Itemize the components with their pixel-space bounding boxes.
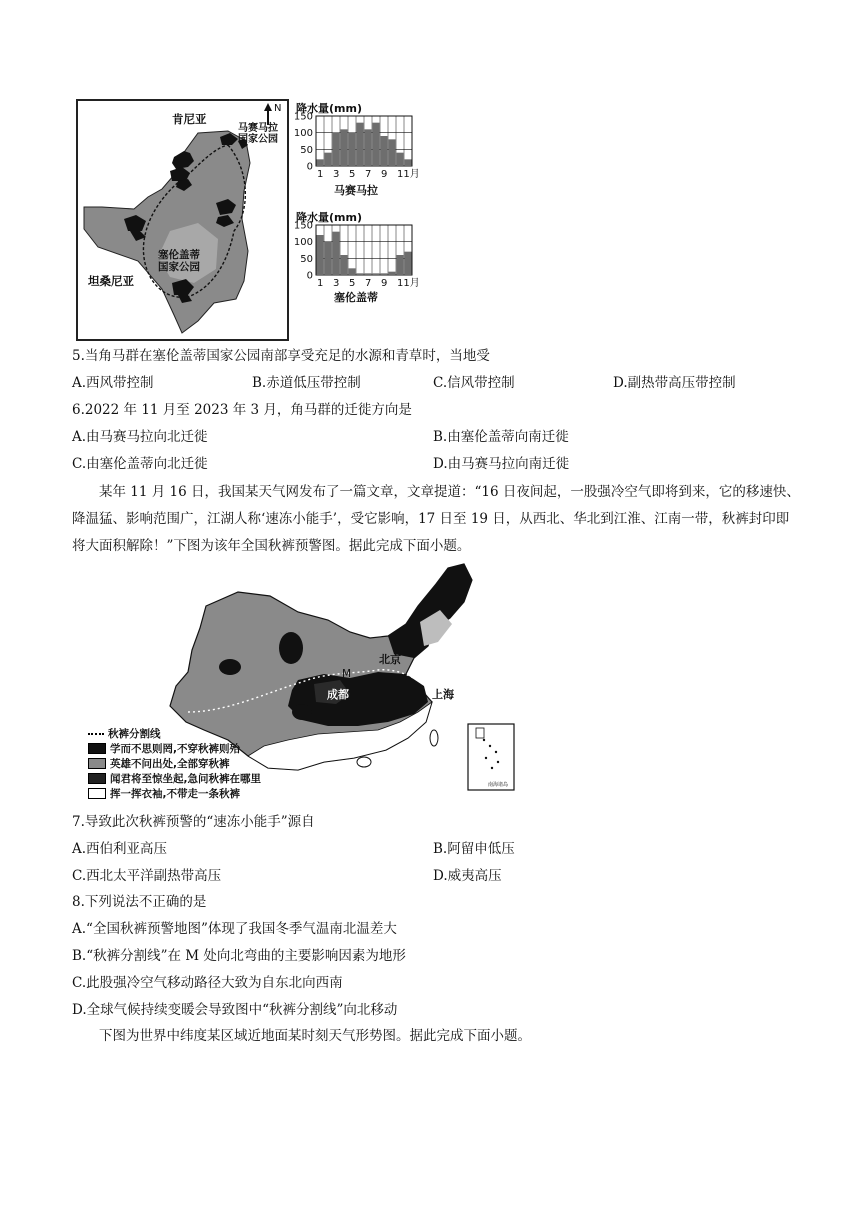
legend-swatch bbox=[88, 758, 106, 769]
serengeti-precip-chart bbox=[290, 209, 420, 305]
x-tick-label: 7 bbox=[365, 278, 372, 289]
q6-option-b: B.由塞伦盖蒂向南迁徙 bbox=[433, 429, 569, 445]
precip-bar bbox=[317, 235, 324, 275]
q7-option-b: B.阿留申低压 bbox=[433, 841, 515, 857]
x-tick-label: 5 bbox=[349, 278, 356, 289]
precip-bar bbox=[397, 255, 404, 275]
q8-option-a: A.“全国秋裤预警地图”体现了我国冬季气温南北温差大 bbox=[72, 921, 397, 937]
y-tick-label: 0 bbox=[306, 270, 313, 282]
y-tick-label: 50 bbox=[300, 253, 313, 265]
q6-stem: 6.2022 年 11 月至 2023 年 3 月，角马群的迁徙方向是 bbox=[72, 402, 412, 418]
precip-bar bbox=[333, 232, 340, 275]
masai-mara-precip-chart bbox=[290, 100, 420, 196]
q7-option-a: A.西伯利亚高压 bbox=[72, 841, 168, 857]
q7-option-c: C.西北太平洋副热带高压 bbox=[72, 868, 222, 884]
legend-item-white bbox=[88, 786, 288, 801]
precip-bar bbox=[405, 252, 412, 275]
legend-swatch bbox=[88, 773, 106, 784]
precip-bar bbox=[325, 153, 332, 166]
precip-bar bbox=[405, 159, 412, 166]
x-tick-label: 5 bbox=[349, 169, 356, 180]
precip-bar bbox=[389, 139, 396, 166]
label-chengdu: 成都 bbox=[327, 688, 349, 701]
q5-option-b: B.赤道低压带控制 bbox=[252, 375, 361, 391]
q8-option-c: C.此股强冷空气移动路径大致为自东北向西南 bbox=[72, 975, 343, 991]
passage-weather-map: 下图为世界中纬度某区域近地面某时刻天气形势图。据此完成下面小题。 bbox=[99, 1028, 531, 1044]
x-tick-label: 3 bbox=[333, 169, 340, 180]
q5-stem: 5.当角马群在塞伦盖蒂国家公园南部享受充足的水源和青草时，当地受 bbox=[72, 348, 490, 364]
q5-option-a: A.西风带控制 bbox=[72, 375, 154, 391]
legend-item-gray bbox=[88, 756, 288, 771]
legend-swatch bbox=[88, 788, 106, 799]
chart-top-ylabel: 降水量(mm) bbox=[296, 102, 362, 115]
y-tick-label: 100 bbox=[293, 237, 313, 249]
legend-label: 英雄不问出处,全部穿秋裤 bbox=[110, 758, 230, 770]
precip-bar bbox=[373, 273, 380, 275]
q8-option-b: B.“秋裤分割线”在 M 处向北弯曲的主要影响因素为地形 bbox=[72, 948, 406, 964]
precip-bar bbox=[349, 268, 356, 275]
precip-bar bbox=[349, 133, 356, 166]
q8-stem: 8.下列说法不正确的是 bbox=[72, 894, 207, 910]
y-tick-label: 100 bbox=[293, 128, 313, 140]
q7-option-d: D.威夷高压 bbox=[433, 868, 502, 884]
legend-swatch bbox=[88, 743, 106, 754]
chart-top-caption: 马赛马拉 bbox=[334, 184, 378, 197]
x-tick-label: 11月 bbox=[397, 169, 420, 180]
q6-option-c: C.由塞伦盖蒂向北迁徙 bbox=[72, 456, 208, 472]
precip-bar bbox=[325, 242, 332, 275]
x-tick-label: 9 bbox=[381, 278, 388, 289]
precip-bar bbox=[357, 123, 364, 166]
chart-bottom-caption: 塞伦盖蒂 bbox=[334, 291, 378, 304]
legend-label: 秋裤分割线 bbox=[108, 728, 161, 740]
legend-label: 学而不思则罔,不穿秋裤则殆 bbox=[110, 743, 240, 755]
label-masai-mara: 马赛马拉 国家公园 bbox=[238, 123, 278, 145]
migration-map bbox=[76, 99, 289, 341]
q8-option-d: D.全球气候持续变暖会导致图中“秋裤分割线”向北移动 bbox=[72, 1002, 398, 1018]
precip-bar bbox=[317, 159, 324, 166]
precip-bar bbox=[381, 136, 388, 166]
legend-item-dark bbox=[88, 771, 288, 786]
q5-option-d: D.副热带高压带控制 bbox=[613, 375, 736, 391]
warning-map-legend bbox=[88, 726, 288, 806]
legend-label: 挥一挥衣袖,不带走一条秋裤 bbox=[110, 788, 240, 800]
y-tick-label: 150 bbox=[293, 111, 313, 123]
legend-dash-swatch bbox=[88, 733, 104, 735]
label-inset: 南海诸岛 bbox=[488, 782, 509, 788]
x-tick-label: 11月 bbox=[397, 278, 420, 289]
precip-bar bbox=[365, 273, 372, 275]
chart-bottom-ylabel: 降水量(mm) bbox=[296, 211, 362, 224]
label-beijing: 北京 bbox=[379, 653, 401, 666]
y-tick-label: 50 bbox=[300, 144, 313, 156]
precip-bar bbox=[357, 273, 364, 275]
precip-bar bbox=[341, 129, 348, 166]
x-tick-label: 7 bbox=[365, 169, 372, 180]
legend-item-dividing-line bbox=[88, 726, 288, 741]
precip-bar bbox=[333, 133, 340, 166]
x-tick-label: 1 bbox=[317, 278, 324, 289]
q5-option-c: C.信风带控制 bbox=[433, 375, 515, 391]
precip-bar bbox=[389, 272, 396, 275]
label-tanzania: 坦桑尼亚 bbox=[88, 274, 134, 288]
label-serengeti: 塞伦盖蒂 国家公园 bbox=[158, 249, 200, 273]
x-tick-label: 1 bbox=[317, 169, 324, 180]
x-tick-label: 9 bbox=[381, 169, 388, 180]
q6-option-d: D.由马赛马拉向南迁徙 bbox=[433, 456, 570, 472]
precip-bar bbox=[381, 273, 388, 275]
label-m: M bbox=[342, 668, 352, 680]
legend-item-black bbox=[88, 741, 288, 756]
x-tick-label: 3 bbox=[333, 278, 340, 289]
precip-bar bbox=[341, 255, 348, 275]
passage-long-johns: 某年 11 月 16 日，我国某天气网发布了一篇文章，文章提道：“16 日夜间起，一股强冷空气即将到来，它的移速快、降温猛、影响范围广，江湖人称‘速冻小能手’，受它影响，17 日至 19 日，从西北、华北到江淮、江南一带，秋裤封印即将大面积解除！”下图为该年全国秋裤预警图。据此完成下面小题。 bbox=[72, 484, 800, 554]
q7-stem: 7.导致此次秋裤预警的“速冻小能手”源自 bbox=[72, 814, 315, 830]
y-tick-label: 0 bbox=[306, 161, 313, 173]
precip-bar bbox=[365, 129, 372, 166]
label-kenya: 肯尼亚 bbox=[172, 112, 207, 126]
precip-bar bbox=[397, 153, 404, 166]
y-tick-label: 150 bbox=[293, 220, 313, 232]
label-shanghai: 上海 bbox=[432, 688, 454, 701]
legend-label: 闻君将至惊坐起,急问秋裤在哪里 bbox=[110, 773, 261, 785]
q6-option-a: A.由马赛马拉向北迁徙 bbox=[72, 429, 208, 445]
precip-bar bbox=[373, 123, 380, 166]
north-label: N bbox=[274, 103, 282, 114]
